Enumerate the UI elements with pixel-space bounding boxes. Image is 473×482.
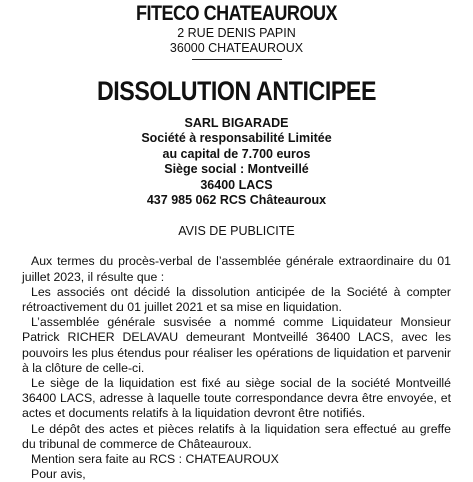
header-address-line2: 36000 CHATEAUROUX: [169, 41, 304, 55]
paragraph: Les associés ont décidé la dissolution anticipée de la Société à compter rétroactivement du 01 juillet 2021 et sa mise en liquidation.: [22, 284, 451, 315]
notice-label: AVIS DE PUBLICITE: [178, 224, 295, 239]
header-company: FITECO CHATEAUROUX: [135, 2, 338, 25]
company-block: [22, 116, 451, 208]
company-capital: au capital de 7.700 euros: [162, 146, 311, 161]
company-rcs: 437 985 062 RCS Châteauroux: [146, 193, 327, 208]
paragraph: Pour avis,: [31, 467, 86, 482]
header-address-line1: 2 RUE DENIS PAPIN: [177, 26, 296, 40]
paragraph: Le dépôt des actes et pièces relatifs à la liquidation sera effectué au greffe du tribunal de commerce de Châteauroux.: [22, 421, 451, 451]
company-postal: 36400 LACS: [200, 177, 273, 192]
header-block: [22, 2, 451, 60]
company-form: Société à responsabilité Limitée: [141, 131, 332, 146]
paragraph: L’assemblée générale susvisée a nommé comme Liquidateur Monsieur Patrick RICHER DELAVAU demeurant Montveillé 36400 LACS, avec les pouvoirs les plus étendus pour réaliser les opérations de liquidation et parvenir à la clôture de celle-ci.: [22, 315, 451, 375]
paragraph: Aux termes du procès-verbal de l’assemblée générale extraordinaire du 01 juillet 2023, il résulte que :: [22, 254, 451, 284]
paragraph: Le siège de la liquidation est fixé au siège social de la société Montveillé 36400 LACS, adresse à laquelle toute correspondance devra être envoyée, et actes et documents relatifs à la liquidation devront être notifiés.: [22, 376, 451, 421]
company-name: SARL BIGARADE: [184, 116, 289, 130]
notice-title: DISSOLUTION ANTICIPEE: [96, 76, 377, 106]
company-seat: Siège social : Montveillé: [164, 162, 309, 177]
notice-body: [22, 254, 451, 482]
paragraph: Mention sera faite au RCS : CHATEAUROUX: [31, 452, 279, 467]
legal-notice: [0, 2, 473, 482]
header-divider: [192, 59, 282, 60]
